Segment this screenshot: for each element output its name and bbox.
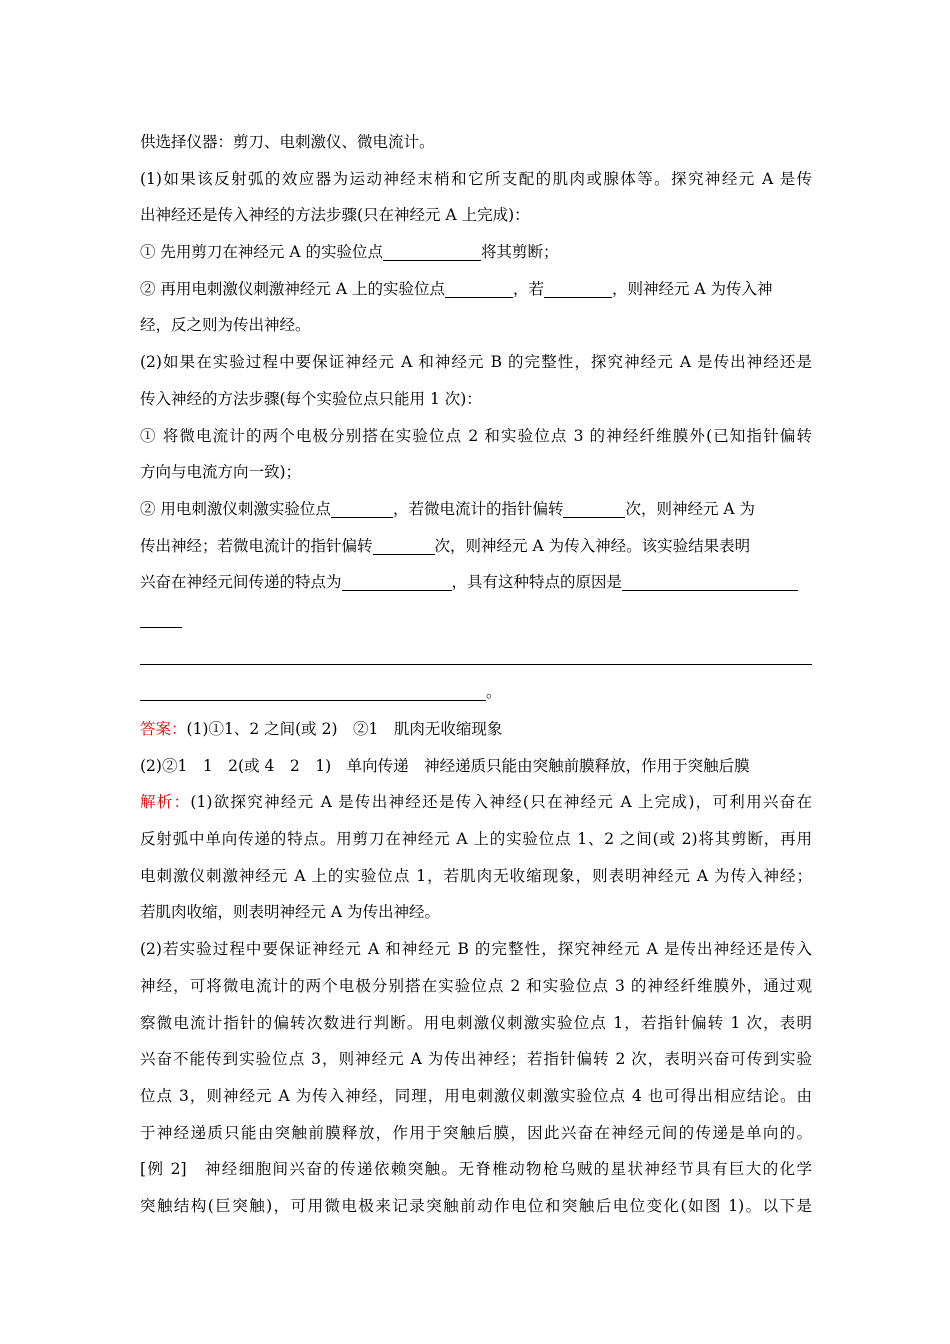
- answer-blank[interactable]: [331, 516, 393, 518]
- analysis-text: (1)欲探究神经元 A 是传出神经还是传入神经(只在神经元 A 上完成)，可利用兴奋在: [190, 793, 812, 812]
- part2-step2-line3: [140, 564, 812, 601]
- part2-step2-text-end: 次，则神经元 A 为传入神经。该实验结果表明: [434, 536, 751, 555]
- analysis-line5: (2)若实验过程中要保证神经元 A 和神经元 B 的完整性，探究神经元 A 是传出神经还是传入: [140, 940, 812, 959]
- step1-text: ① 先用剪刀在神经元 A 的实验位点: [140, 243, 383, 262]
- part2-step2-text-mid: ，若微电流计的指针偏转: [392, 499, 564, 518]
- answer-blank[interactable]: [445, 296, 513, 298]
- answer-blank[interactable]: [373, 553, 435, 555]
- analysis-line9: 位点 3，则神经元 A 为传入神经，同理，用电刺激仪刺激实验位点 4 也可得出相应结论。由: [140, 1086, 812, 1105]
- answer-blank[interactable]: [140, 663, 812, 665]
- part2-step2-line1: [140, 491, 812, 528]
- analysis-line2: 反射弧中单向传递的特点。用剪刀在神经元 A 上的实验位点 1、2 之间(或 2)将其剪断，再用: [140, 830, 812, 849]
- part2-step2-line2: [140, 528, 812, 565]
- analysis-label: 解析：: [140, 793, 191, 812]
- analysis-line4: 若肌肉收缩，则表明神经元 A 为传出神经。: [140, 903, 441, 922]
- part2-step1-line1: ① 将微电流计的两个电极分别搭在实验位点 2 和实验位点 3 的神经纤维膜外(已知指针偏转: [140, 426, 812, 445]
- blank-continuation-line: [140, 601, 812, 638]
- instruments-line: 供选择仪器：剪刀、电刺激仪、微电流计。: [140, 133, 435, 151]
- part2-step2-text-mid: ，具有这种特点的原因是: [451, 573, 623, 592]
- answer-blank[interactable]: [622, 589, 798, 591]
- answer-line1: [140, 711, 812, 748]
- part2-step2-text: 传出神经；若微电流计的指针偏转: [140, 536, 373, 555]
- blank-end-line: [140, 674, 812, 711]
- answer-blank[interactable]: [140, 626, 182, 628]
- answer-blank[interactable]: [383, 259, 481, 261]
- answer-line2: (2)②1 1 2(或 4 2 1) 单向传递 神经递质只能由突触前膜释放，作用于突触后膜: [140, 756, 750, 775]
- analysis-line10: 于神经递质只能由突触前膜释放，作用于突触后膜，因此兴奋在神经元间的传递是单向的。: [140, 1123, 812, 1142]
- part2-step2-text-end: 次，则神经元 A 为: [625, 499, 756, 518]
- answer-blank[interactable]: [140, 699, 486, 701]
- example2-line2: 突触结构(巨突触)，可用微电极来记录突触前动作电位和突触后电位变化(如图 1)。以下是: [140, 1196, 812, 1215]
- part2-step2-text: 兴奋在神经元间传递的特点为: [140, 573, 342, 592]
- analysis-line6: 神经，可将微电流计的两个电极分别搭在实验位点 2 和实验位点 3 的神经纤维膜外，通过观: [140, 976, 812, 995]
- part2-intro-line2: 传入神经的方法步骤(每个实验位点只能用 1 次)：: [140, 389, 482, 408]
- step1-text-end: 将其剪断；: [480, 243, 559, 262]
- step2-text-end: ，则神经元 A 为传入神: [612, 279, 773, 298]
- step1-line: [140, 234, 812, 271]
- end-mark: 。: [486, 683, 502, 702]
- answer-blank[interactable]: [563, 516, 625, 518]
- answer-blank[interactable]: [342, 589, 452, 591]
- step2-line1: [140, 271, 812, 308]
- answer-text: (1)①1、2 之间(或 2) ②1 肌肉无收缩现象: [186, 720, 503, 738]
- analysis-line8: 兴奋不能传到实验位点 3，则神经元 A 为传出神经；若指针偏转 2 次，表明兴奋可传到实验: [140, 1050, 812, 1069]
- analysis-line1: [140, 784, 812, 821]
- document-page: [140, 124, 812, 1225]
- answer-label: 答案：: [140, 720, 187, 738]
- analysis-line3: 电刺激仪刺激神经元 A 上的实验位点 1，若肌肉无收缩现象，则表明神经元 A 为传入神经；: [140, 866, 812, 885]
- step2-text-mid: ，若: [512, 279, 544, 298]
- part2-intro-line1: (2)如果在实验过程中要保证神经元 A 和神经元 B 的完整性，探究神经元 A 是传出神经还是: [140, 353, 812, 372]
- part2-step1-line2: 方向与电流方向一致)；: [140, 463, 302, 482]
- blank-full-line: [140, 638, 812, 675]
- step2-text: ② 再用电刺激仪刺激神经元 A 上的实验位点: [140, 279, 445, 298]
- part1-intro-line1: (1)如果该反射弧的效应器为运动神经末梢和它所支配的肌肉或腺体等。探究神经元 A 是传: [140, 169, 812, 188]
- answer-blank[interactable]: [544, 296, 612, 298]
- part1-intro-line2: 出神经还是传入神经的方法步骤(只在神经元 A 上完成)：: [140, 206, 530, 225]
- analysis-line7: 察微电流计指针的偏转次数进行判断。用电刺激仪刺激实验位点 1，若指针偏转 1 次，表明: [140, 1013, 812, 1032]
- example2-line1: [例 2] 神经细胞间兴奋的传递依赖突触。无脊椎动物枪乌贼的星状神经节具有巨大的化学: [140, 1160, 812, 1179]
- step2-line2: 经，反之则为传出神经。: [140, 316, 311, 335]
- part2-step2-text: ② 用电刺激仪刺激实验位点: [140, 499, 331, 518]
